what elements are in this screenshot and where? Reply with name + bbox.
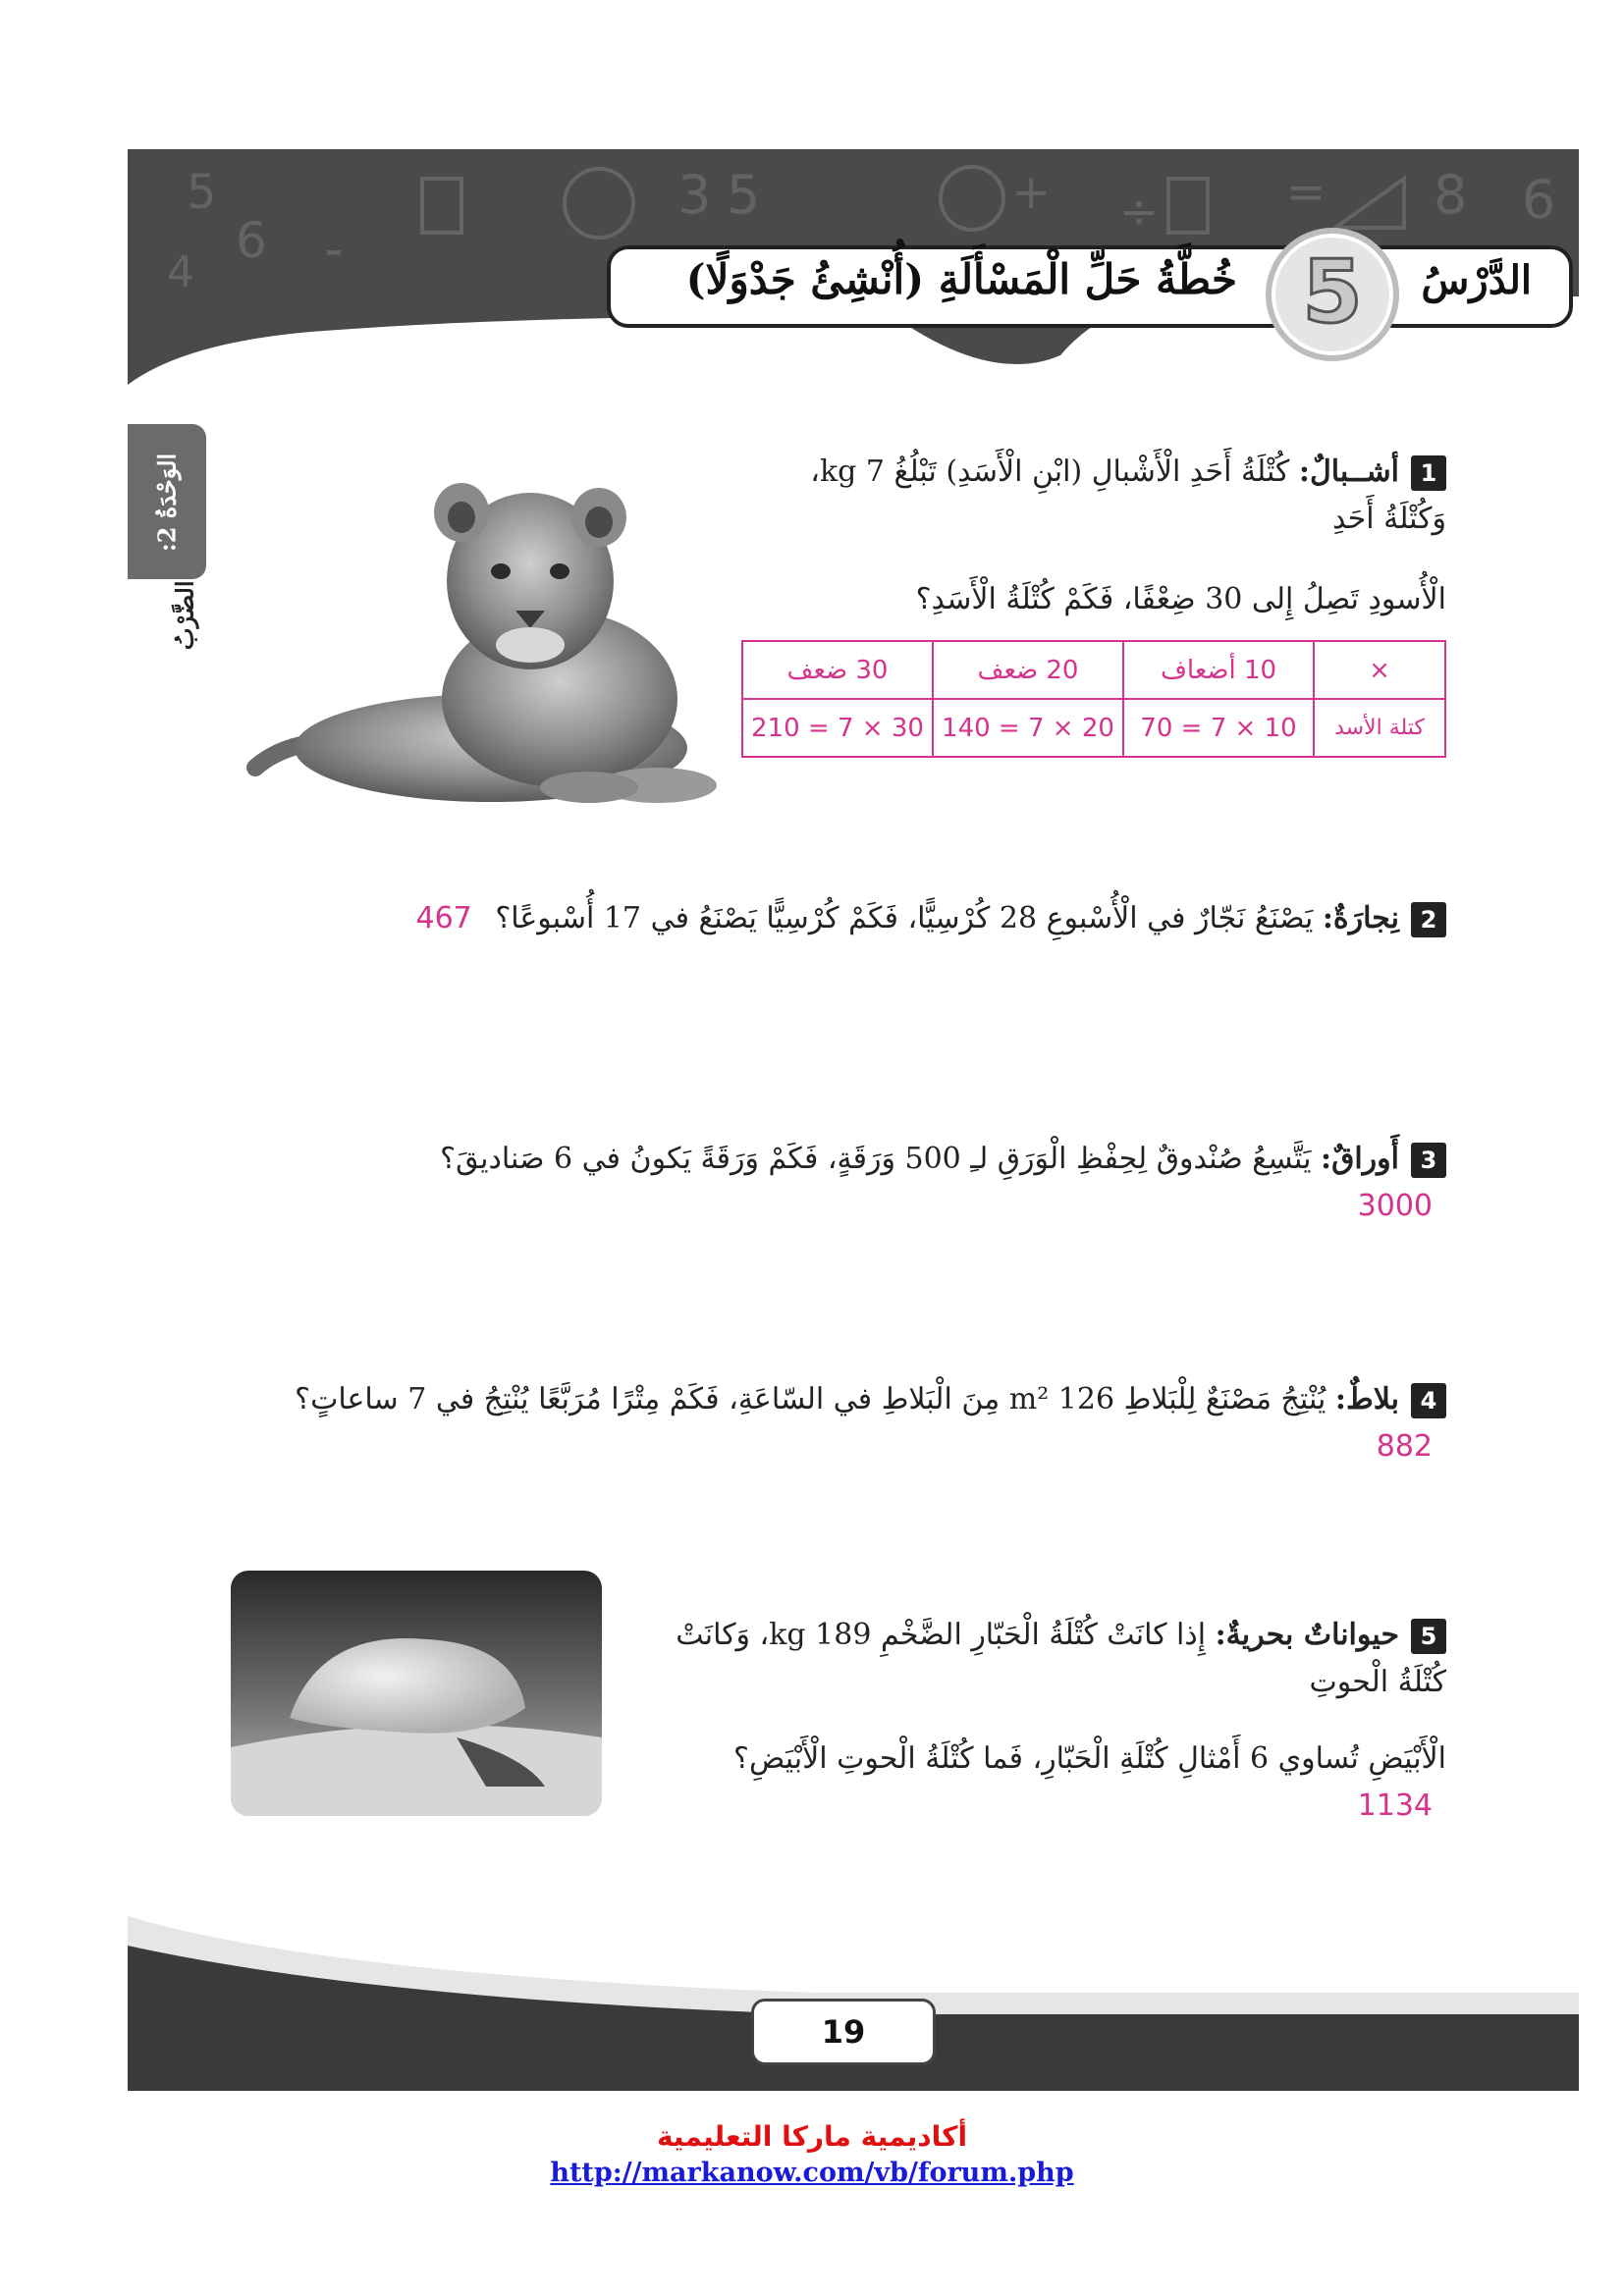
svg-text:÷: ÷ — [1119, 185, 1160, 240]
problem-3-text: يَتَّسِعُ صُنْدوقٌ لِحِفْظِ الْوَرَقِ لـِ 500 وَرَقَةٍ، فَكَمْ وَرَقَةً يَكونُ في 6 صَناديقَ؟ — [440, 1142, 1312, 1176]
problem-3-keyword: أَوراقٌ: — [1321, 1142, 1399, 1176]
problem-4-keyword: بلاطٌ: — [1334, 1382, 1399, 1416]
svg-text:8: 8 — [1434, 164, 1468, 226]
svg-text:=: = — [1286, 165, 1326, 220]
problem-5 — [641, 1612, 1446, 1830]
svg-text:5: 5 — [187, 165, 217, 220]
problem-4-answer: 882 — [1376, 1429, 1433, 1464]
problem-4-text: يُنْتِجُ مَصْنَعٌ لِلْبَلاطِ 126 m² مِنَ الْبَلاطِ في السّاعَةِ، فَكَمْ مِتْرًا مُرَبَّعًا يُنْتِجُ في 7 ساعاتٍ؟ — [295, 1382, 1326, 1416]
problem-5-keyword: حيواناتٌ بحريةٌ: — [1215, 1618, 1399, 1652]
table-cell: 20 × 7 = 140 — [933, 699, 1123, 757]
table-cell: 10 × 7 = 70 — [1123, 699, 1314, 757]
lesson-number: 5 — [1302, 241, 1363, 343]
problem-4 — [268, 1376, 1446, 1470]
svg-text:-: - — [324, 218, 344, 280]
lesson-title-bar — [619, 241, 1571, 343]
lesson-word: الدَّرْسُ — [1421, 257, 1532, 303]
lesson-title: خُطَّةُ حَلِّ الْمَسْأَلَةِ (أُنْشِئُ جَدْوَلًا) — [685, 255, 1237, 303]
table-cell: 30 × 7 = 210 — [742, 699, 933, 757]
lion-cub-image — [236, 473, 746, 827]
table-cell: 20 ضعف — [933, 641, 1123, 699]
table-cell: 30 ضعف — [742, 641, 933, 699]
problem-5-number: 5 — [1411, 1619, 1446, 1654]
lesson-header — [128, 149, 1579, 385]
svg-text:3: 3 — [677, 164, 712, 226]
unit-topic: الضَّرْبُ — [170, 580, 199, 651]
problem-1 — [739, 449, 1446, 623]
problem-1-keyword: أشــبالٌ: — [1298, 454, 1399, 489]
problem-2-number: 2 — [1411, 902, 1446, 937]
table-cell: 10 أضعاف — [1123, 641, 1314, 699]
problem-3-number: 3 — [1411, 1143, 1446, 1178]
problem-3-answer: 3000 — [1357, 1189, 1433, 1223]
beluga-whale-image — [231, 1571, 602, 1816]
svg-text:5: 5 — [727, 164, 761, 226]
problem-5-answer: 1134 — [1357, 1789, 1433, 1823]
svg-text:6: 6 — [236, 212, 267, 269]
problem-2-answer: 467 — [415, 901, 472, 935]
table-cell: كتلة الأسد — [1314, 699, 1445, 757]
problem-2-text: يَصْنَعُ نَجّارٌ في الْأُسْبوعِ 28 كُرْسِيًّا، فَكَمْ كُرْسِيًّا يَصْنَعُ في 17 أُسْبوعًا؟ — [495, 901, 1314, 935]
problem-5-line1: إِذا كانَتْ كُتْلَةُ الْحَبّارِ الضَّخْمِ 189 kg، وَكانَتْ كُتْلَةُ الْحوتِ — [676, 1618, 1446, 1699]
credit-name: أكاديمية ماركا التعليمية — [656, 2120, 968, 2153]
table-header-row — [742, 641, 1445, 699]
problem-5-line2: الْأَبْيَضِ تُساوي 6 أَمْثالِ كُتْلَةِ الْحَبّارِ، فَما كُتْلَةُ الْحوتِ الْأَبْيَضِ؟ — [733, 1741, 1446, 1776]
table-cell: × — [1314, 641, 1445, 699]
svg-text:+: + — [1011, 165, 1052, 220]
credit-url-link[interactable]: http://markanow.com/vb/forum.php — [550, 2158, 1074, 2188]
problem-1-line1: كُتْلَةُ أَحَدِ الْأَشْبالِ (ابْنِ الْأَسَدِ) تَبْلُغُ 7 kg، وَكُتْلَةُ أَحَدِ — [810, 454, 1446, 536]
problem-4-number: 4 — [1411, 1383, 1446, 1418]
svg-text:6: 6 — [1522, 169, 1556, 231]
problem-2 — [366, 895, 1446, 942]
problem-3 — [366, 1136, 1446, 1230]
svg-text:4: 4 — [167, 247, 194, 297]
table-row — [742, 699, 1445, 757]
lesson-number-badge — [1266, 228, 1399, 361]
unit-label: الوَحْدَةُ 2: — [152, 453, 182, 553]
problem-2-keyword: نِجارَةٌ: — [1322, 901, 1399, 935]
lion-mass-table — [741, 640, 1446, 758]
problem-1-line2: الْأُسودِ تَصِلُ إِلى 30 ضِعْفًا، فَكَمْ كُتْلَةُ الْأَسَدِ؟ — [915, 582, 1446, 616]
page-number: 19 — [751, 1999, 936, 2065]
textbook-page — [128, 149, 1579, 2091]
problem-1-number: 1 — [1411, 455, 1446, 491]
unit-side-tab — [128, 424, 206, 579]
